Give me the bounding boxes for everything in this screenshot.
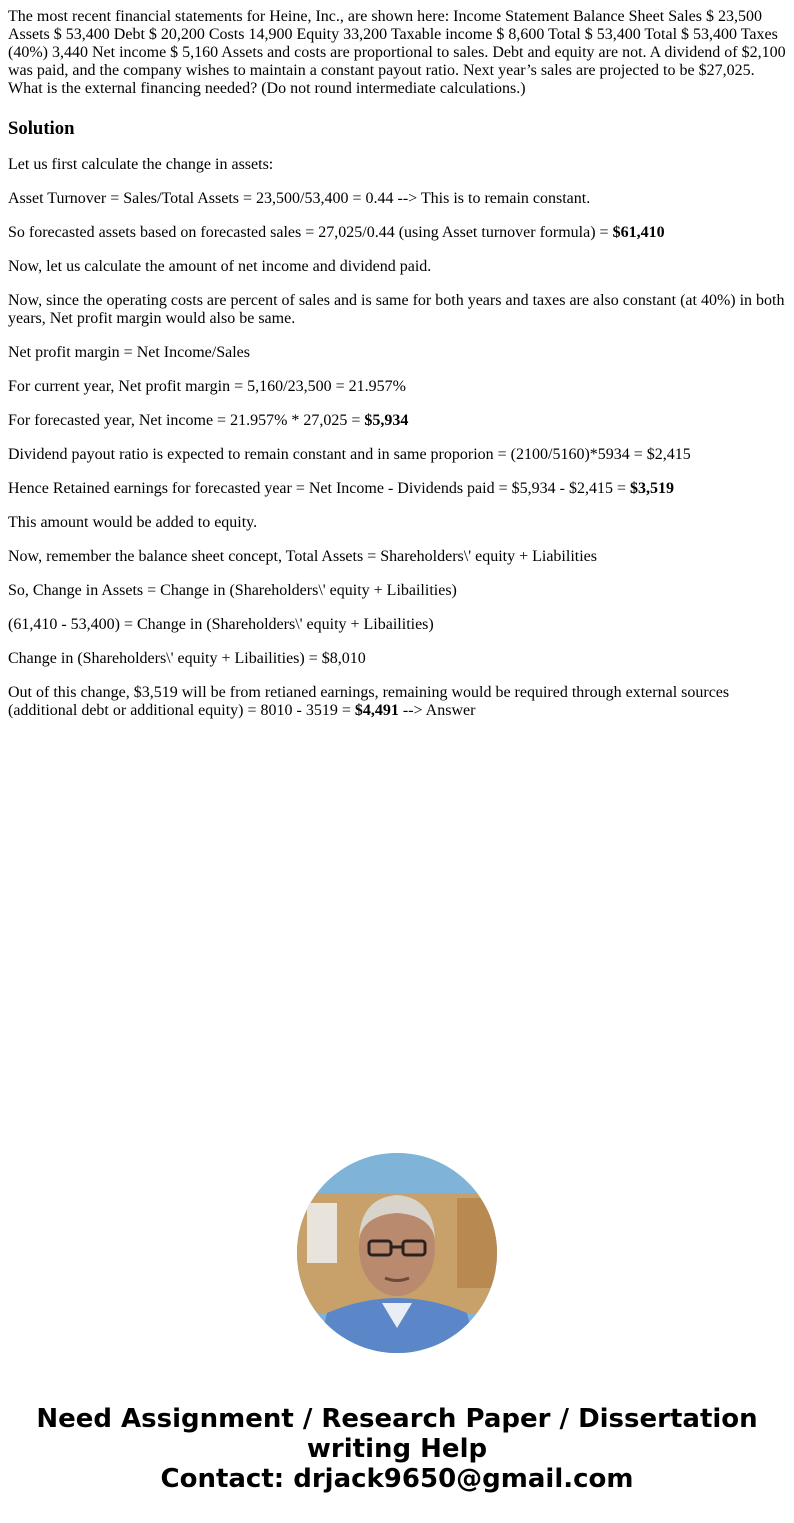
solution-step bbox=[8, 344, 788, 362]
step-result: $4,491 bbox=[354, 702, 399, 719]
solution-steps bbox=[8, 156, 788, 720]
step-text: For forecasted year, Net income = 21.957% * 27,025 = bbox=[8, 412, 365, 429]
step-text: Now, remember the balance sheet concept, Total Assets = Shareholders\' equity + Liabilities bbox=[8, 548, 597, 565]
step-text: Asset Turnover = Sales/Total Assets = 23,500/53,400 = 0.44 --> This is to remain constant. bbox=[8, 190, 591, 207]
solution-step bbox=[8, 190, 788, 208]
cta-line-2: writing Help bbox=[306, 1434, 488, 1464]
step-result: $5,934 bbox=[364, 412, 409, 429]
step-text: Let us first calculate the change in assets: bbox=[8, 156, 274, 173]
step-text: Out of this change, $3,519 will be from retianed earnings, remaining would be required through external sources (additional debt or additional equity) = 8010 - 3519 = bbox=[8, 684, 730, 719]
solution-step bbox=[8, 582, 788, 600]
step-text: Change in (Shareholders\' equity + Libailities) = $8,010 bbox=[8, 650, 366, 667]
step-text: (61,410 - 53,400) = Change in (Shareholders\' equity + Libailities) bbox=[8, 616, 434, 633]
solution-step bbox=[8, 224, 788, 242]
step-result: $3,519 bbox=[629, 480, 674, 497]
step-text: Net profit margin = Net Income/Sales bbox=[8, 344, 250, 361]
solution-step bbox=[8, 650, 788, 668]
step-text: So, Change in Assets = Change in (Shareholders\' equity + Libailities) bbox=[8, 582, 457, 599]
step-text: Now, since the operating costs are percent of sales and is same for both years and taxes are also constant (at 40%) in both years, Net profit margin would also be same. bbox=[8, 292, 785, 327]
step-text: For current year, Net profit margin = 5,160/23,500 = 21.957% bbox=[8, 378, 406, 395]
solution-step bbox=[8, 258, 788, 276]
cta-line-1: Need Assignment / Research Paper / Dissertation bbox=[36, 1404, 758, 1434]
solution-step bbox=[8, 378, 788, 396]
step-text: So forecasted assets based on forecasted sales = 27,025/0.44 (using Asset turnover formula) = bbox=[8, 224, 613, 241]
solution-step bbox=[8, 156, 788, 174]
question-text: The most recent financial statements for Heine, Inc., are shown here: Income Statement Balance Sheet Sales $ 23,500 Assets $ 53,400 Debt $ 20,200 Costs 14,900 Equity 33,200 Taxable income $ 8,600 Total $ 53,400 Total $ 53,400 Taxes (40%) 3,440 Net income $ 5,160 Assets and costs are proportional to sales. Debt and equity are not. A dividend of $2,100 was paid, and the company wishes to maintain a constant payout ratio. Next year’s sales are projected to be $27,025. What is the external financing needed? (Do not round intermediate calculations.) bbox=[8, 8, 786, 97]
author-avatar bbox=[297, 1153, 497, 1353]
solution-step bbox=[8, 412, 788, 430]
solution-step bbox=[8, 514, 788, 532]
solution-step bbox=[8, 480, 788, 498]
step-suffix: --> Answer bbox=[398, 702, 476, 719]
solution-step bbox=[8, 548, 788, 566]
cta-line-3: Contact: drjack9650@gmail.com bbox=[160, 1464, 634, 1494]
step-text: Hence Retained earnings for forecasted year = Net Income - Dividends paid = $5,934 - $2,415 = bbox=[8, 480, 630, 497]
solution-step bbox=[8, 292, 788, 328]
solution-heading: Solution bbox=[8, 118, 75, 139]
author-photo-icon bbox=[297, 1153, 497, 1353]
step-text: This amount would be added to equity. bbox=[8, 514, 258, 531]
solution-step bbox=[8, 616, 788, 634]
step-text: Now, let us calculate the amount of net income and dividend paid. bbox=[8, 258, 432, 275]
step-result: $61,410 bbox=[612, 224, 665, 241]
document-body bbox=[8, 8, 788, 736]
solution-step bbox=[8, 446, 788, 464]
step-text: Dividend payout ratio is expected to remain constant and in same proporion = (2100/5160)*5934 = $2,415 bbox=[8, 446, 691, 463]
contact-banner bbox=[0, 1404, 794, 1494]
solution-step bbox=[8, 684, 788, 720]
